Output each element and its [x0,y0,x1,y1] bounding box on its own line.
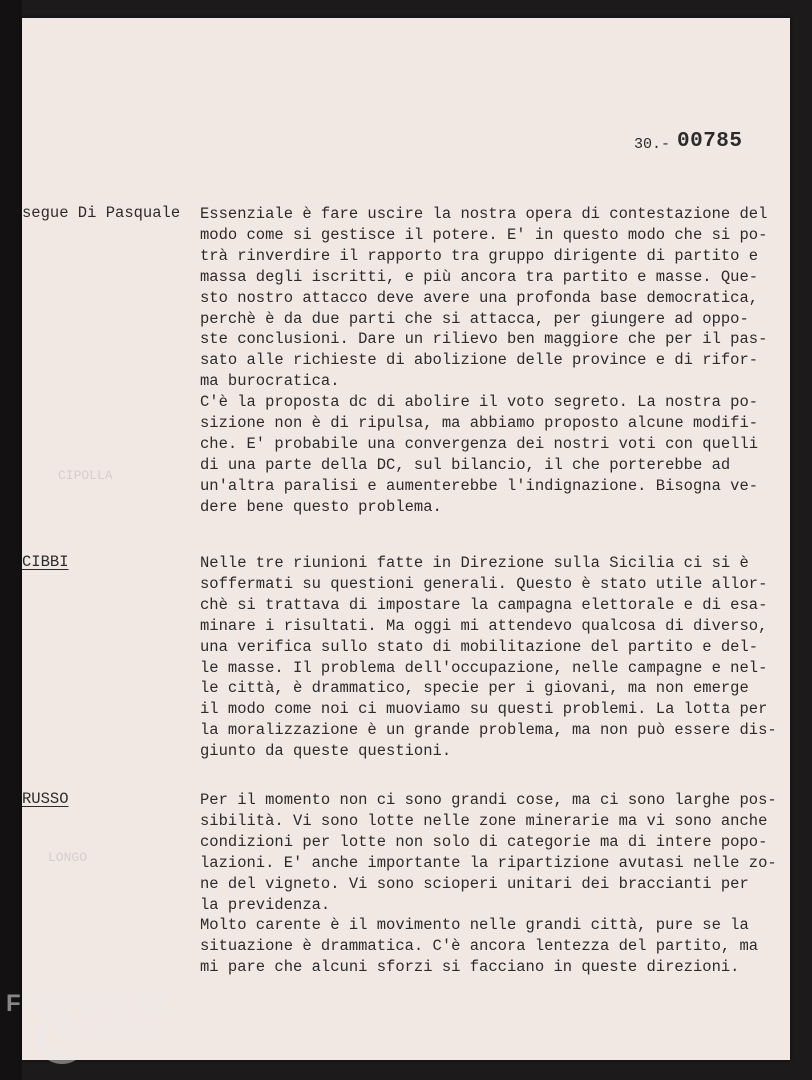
watermark-line-1: FONDAZIONE [6,990,175,1017]
text-line: lazioni. E' anche importante la ripartizione avutasi nelle zo- [200,853,777,872]
text-line: la previdenza. [200,895,331,914]
watermark-line-2: RAMSCI [56,1018,157,1045]
text-line: soffermati su questioni generali. Questo è stato utile allor- [200,574,768,593]
text-line: Per il momento non ci sono grandi cose, ma ci sono larghe pos- [200,791,777,809]
text-line: di una parte della DC, sul bilancio, il che porterebbe ad [200,455,731,474]
speech-paragraph [200,392,790,517]
text-line: le città, è drammatico, specie per i giovani, ma non emerge [200,679,749,698]
text-line: mi pare che alcuni sforzi si facciano in queste direzioni. [200,957,740,976]
speaker-label: RUSSO [22,790,69,808]
document-page [22,18,790,1060]
text-line: sizione non è di ripulsa, ma abbiamo proposto alcune modifi- [200,413,759,432]
text-line: dere bene questo problema. [200,497,442,516]
text-line: sibilità. Vi sono lotte nelle zone minerarie ma vi sono anche [200,811,768,830]
text-line: condizioni per lotte non solo di categorie ma di intere popo- [200,832,768,851]
ghost-mark-longo: LONGO [48,850,88,865]
page-number: 30.- [634,136,671,153]
text-line: situazione è drammatica. C'è ancora lentezza del partito, ma [200,936,759,955]
text-line: Essenziale è fare uscire la nostra opera di contestazione del [200,205,768,223]
fondazione-gramsci-watermark [6,990,175,1046]
document-code: 00785 [677,130,743,153]
ghost-mark-cipolla: CIPOLLA [58,468,113,483]
text-line: sto nostro attacco deve avere una profonda base democratica, [200,288,759,307]
text-line: che. E' probabile una convergenza dei nostri voti con quelli [200,434,759,453]
text-line: la moralizzazione è un grande problema, ma non può essere dis- [200,721,777,740]
text-line: ne del vigneto. Vi sono scioperi unitari dei braccianti per [200,874,749,893]
text-line: una verifica sullo stato di mobilitazione del partito e del- [200,637,759,656]
speaker-label: CIBBI [22,553,69,571]
text-line: sato alle richieste di abolizione delle province e di rifor- [200,351,759,370]
text-line: ste conclusioni. Dare un rilievo ben maggiore che per il pas- [200,330,768,349]
watermark-g-logo-icon [36,1012,88,1064]
text-line: ma burocratica. [200,372,340,391]
speech-paragraph [200,204,790,392]
speech-paragraph [200,915,790,978]
text-line: giunto da queste questioni. [200,742,452,761]
speech-paragraph [200,790,790,915]
text-line: le masse. Il problema dell'occupazione, nelle campagne e nel- [200,658,768,677]
text-line: trà rinverdire il rapporto tra gruppo dirigente di partito e [200,246,759,265]
text-line: modo come si gestisce il potere. E' in questo modo che si po- [200,225,768,244]
text-line: il modo come noi ci muoviamo su questi problemi. La lotta per [200,700,768,719]
text-line: chè si trattava di impostare la campagna elettorale e di esa- [200,595,768,614]
text-line: un'altra paralisi e aumenterebbe l'indignazione. Bisogna ve- [200,476,759,495]
text-line: perchè è da due parti che si attacca, per giungere ad oppo- [200,309,749,328]
speaker-label: segue Di Pasquale [22,204,181,222]
text-line: C'è la proposta dc di abolire il voto segreto. La nostra po- [200,393,759,411]
text-line: Molto carente è il movimento nelle grandi città, pure se la [200,916,749,934]
scan-border [0,0,22,1080]
speech-paragraph [200,553,790,762]
text-line: minare i risultati. Ma oggi mi attendevo qualcosa di diverso, [200,616,768,635]
text-line: Nelle tre riunioni fatte in Direzione sulla Sicilia ci si è [200,554,749,572]
text-line: massa degli iscritti, e più ancora tra partito e masse. Que- [200,267,759,286]
